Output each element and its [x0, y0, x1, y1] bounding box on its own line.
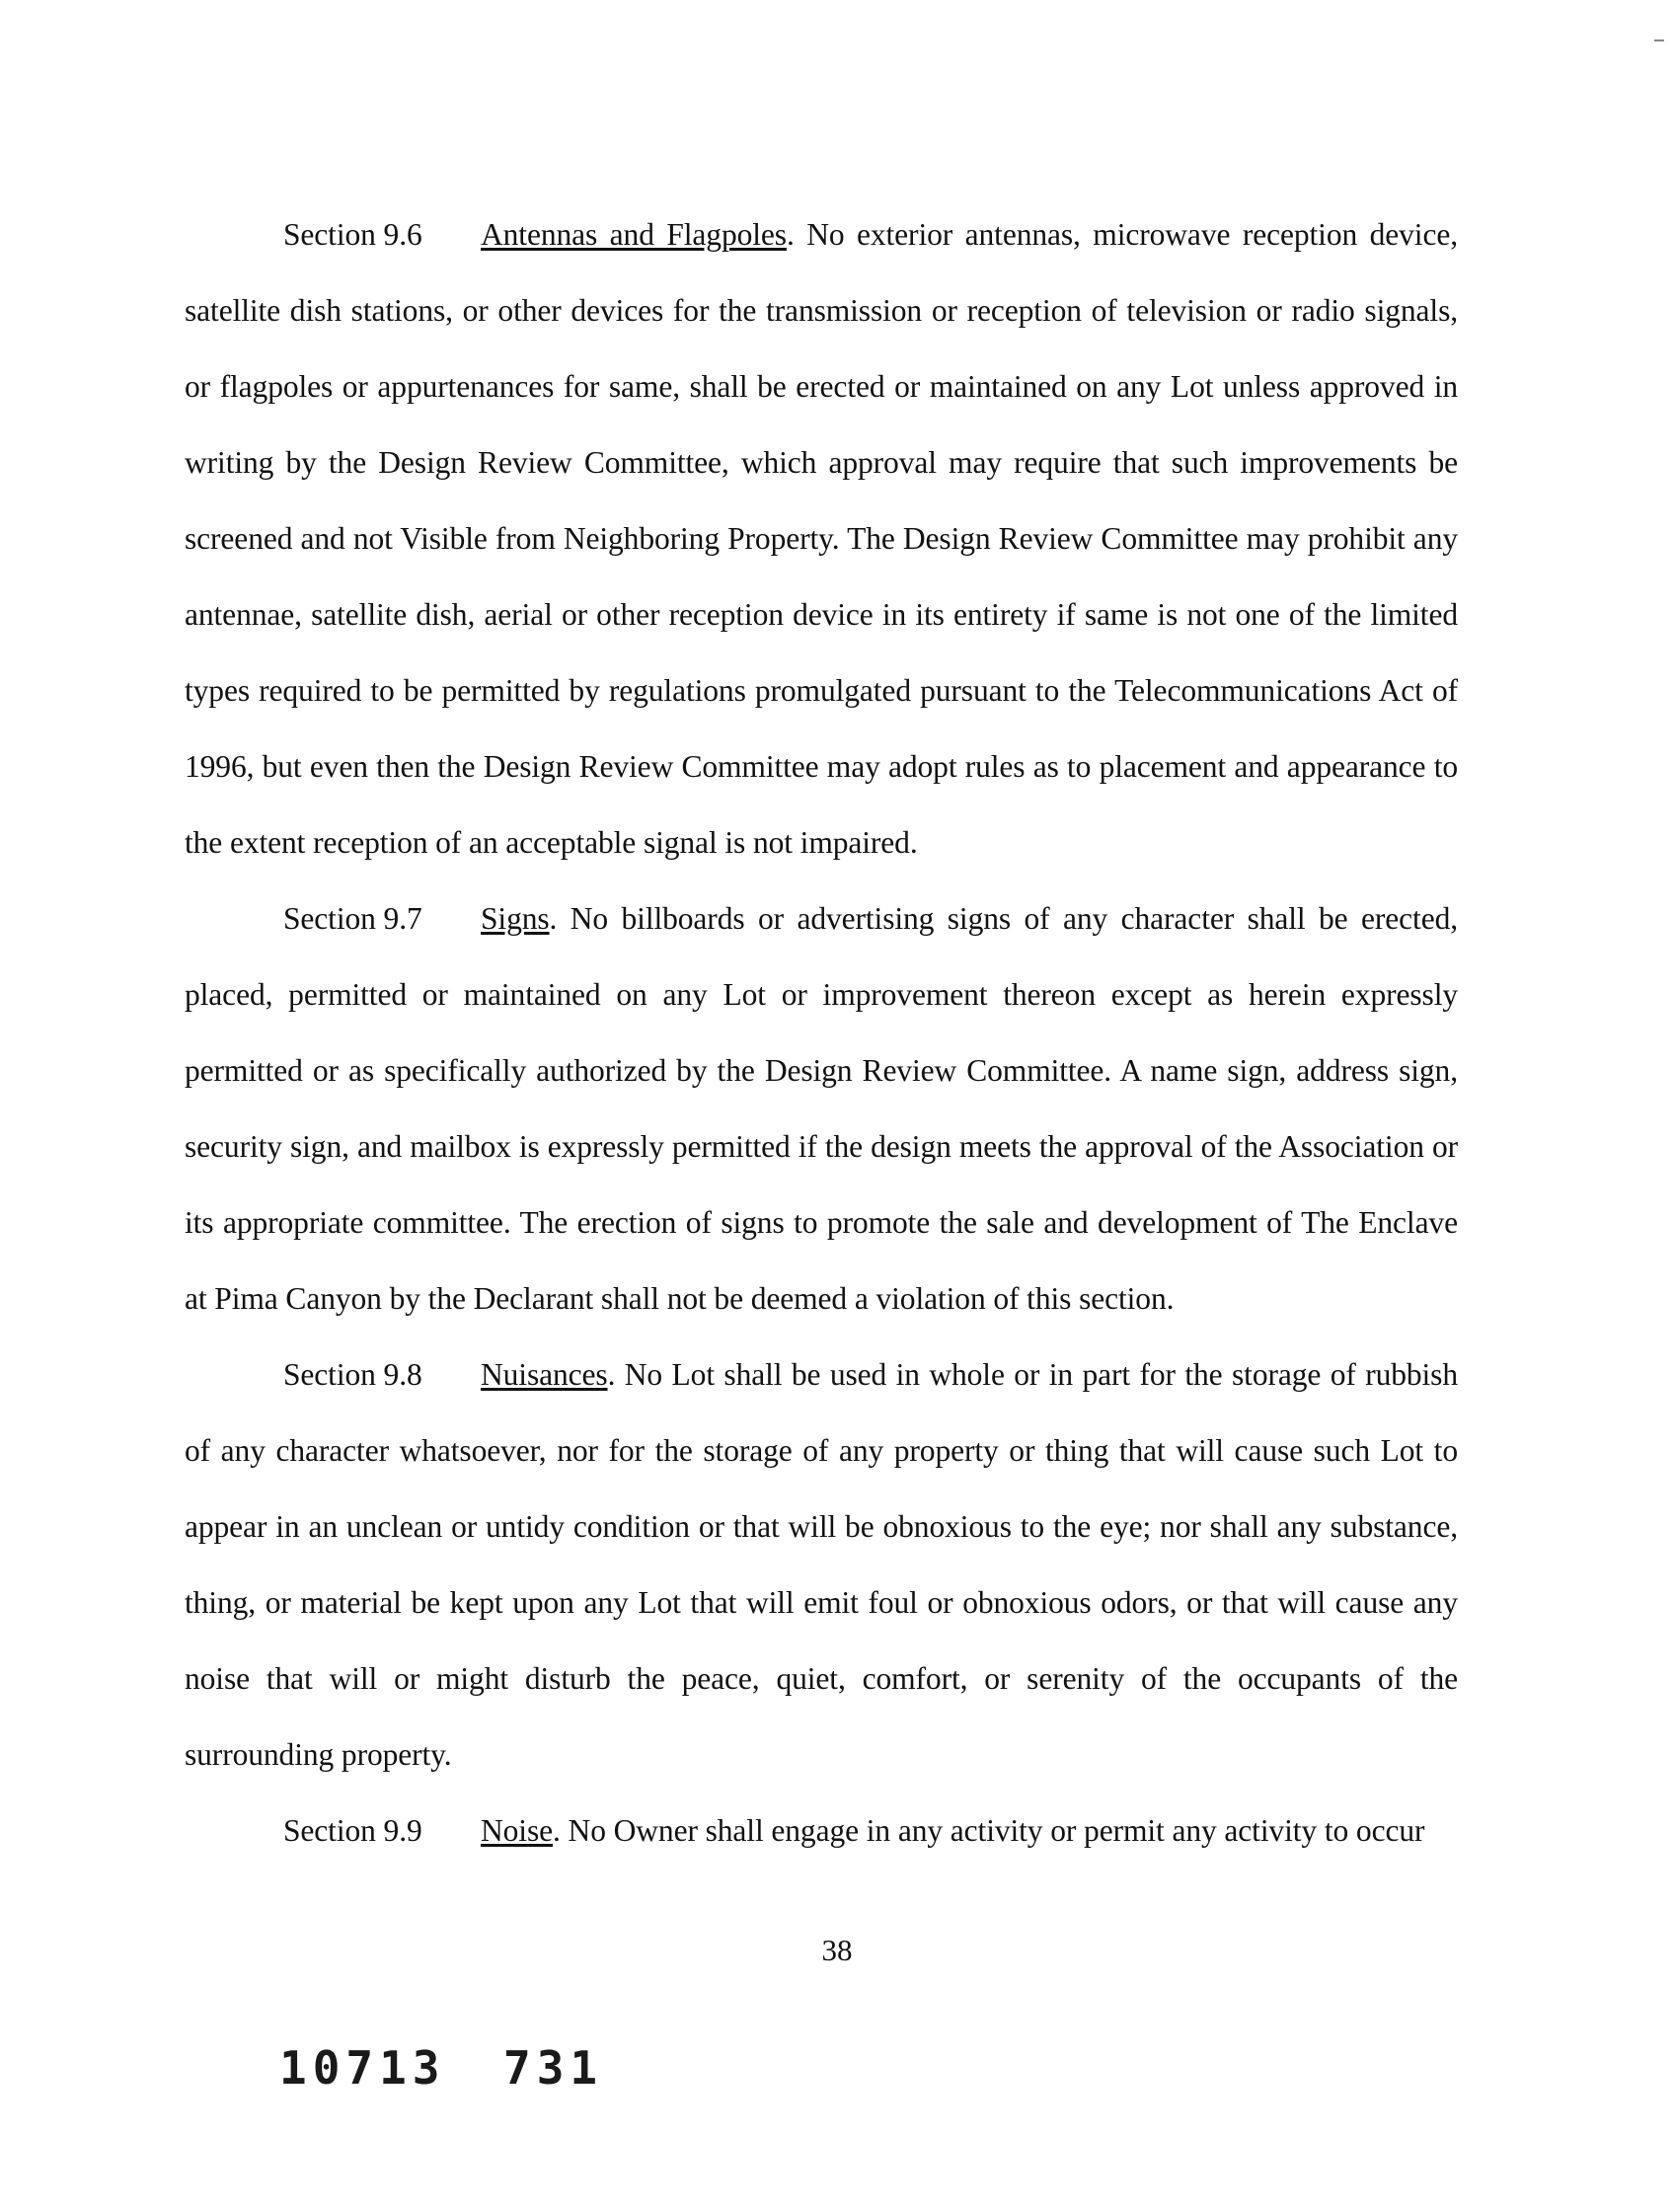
section-title: Signs: [481, 901, 550, 936]
section-title: Antennas and Flagpoles: [481, 217, 787, 252]
section-9-9: [185, 1792, 1458, 1869]
page-number: 38: [821, 1933, 853, 1967]
section-9-7: [185, 880, 1458, 1336]
section-title: Nuisances: [481, 1357, 608, 1392]
section-number: Section 9.7: [283, 901, 422, 936]
section-9-8: [185, 1336, 1458, 1792]
section-body: . No Lot shall be used in whole or in part for the storage of rubbish of any character whatsoever, nor for the storage of any property or thing that will cause such Lot to appear in an unclean or untidy condition or that will be obnoxious to the eye; nor shall any substance, thing, or material be kept upon any Lot that will emit foul or obnoxious odors, or that will cause any noise that will or might disturb the peace, quiet, comfort, or serenity of the occupants of the surrounding property.: [185, 1357, 1458, 1772]
section-body: . No billboards or advertising signs of any character shall be erected, placed, permitted or maintained on any Lot or improvement thereon except as herein expressly permitted or as specifically authorized by the Design Review Committee. A name sign, address sign, security sign, and mailbox is expressly permitted if the design meets the approval of the Association or its appropriate committee. The erection of signs to promote the sale and development of The Enclave at Pima Canyon by the Declarant shall not be deemed a violation of this section.: [185, 901, 1458, 1316]
section-body: . No Owner shall engage in any activity or permit any activity to occur: [553, 1813, 1425, 1848]
section-number: Section 9.6: [283, 217, 422, 252]
section-paragraph: [185, 1792, 1458, 1869]
section-number: Section 9.9: [283, 1813, 422, 1848]
section-paragraph: [185, 196, 1458, 880]
section-paragraph: [185, 1336, 1458, 1792]
section-body: . No exterior antennas, microwave reception device, satellite dish stations, or other devices for the transmission or reception of television or radio signals, or flagpoles or appurtenances for same, shall be erected or maintained on any Lot unless approved in writing by the Design Review Committee, which approval may require that such improvements be screened and not Visible from Neighboring Property. The Design Review Committee may prohibit any antennae, satellite dish, aerial or other reception device in its entirety if same is not one of the limited types required to be permitted by regulations promulgated pursuant to the Telecommunications Act of 1996, but even then the Design Review Committee may adopt rules as to placement and appearance to the extent reception of an acceptable signal is not impaired.: [185, 217, 1458, 860]
section-title: Noise: [481, 1813, 553, 1848]
section-number: Section 9.8: [283, 1357, 422, 1392]
docket-number: 10713: [279, 2041, 446, 2095]
section-paragraph: [185, 880, 1458, 1336]
section-9-6: [185, 196, 1458, 880]
recording-page-number: 731: [503, 2041, 604, 2095]
scan-edge-mark: [1654, 39, 1664, 41]
